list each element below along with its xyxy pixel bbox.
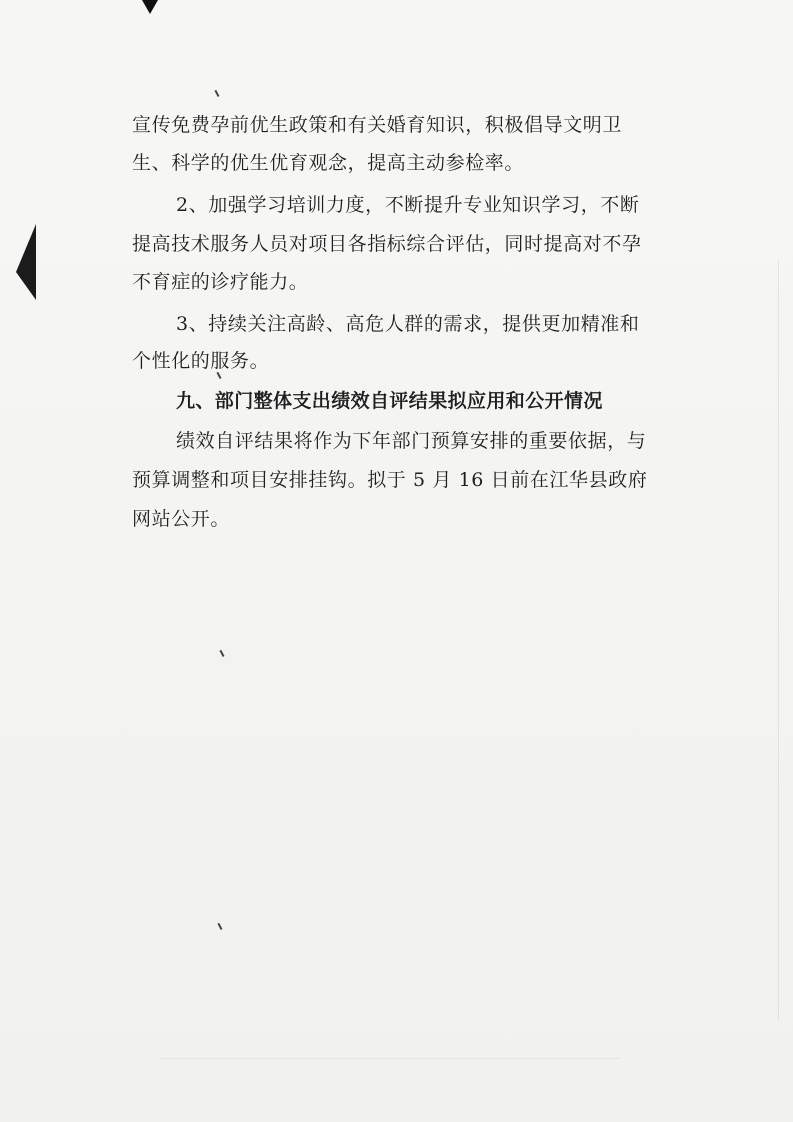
paragraph-line: 2、加强学习培训力度，不断提升专业知识学习，不断	[176, 194, 640, 216]
stray-mark	[217, 923, 222, 930]
paragraph-line: 个性化的服务。	[132, 350, 270, 372]
paragraph-line: 网站公开。	[132, 508, 231, 530]
stray-mark	[219, 650, 224, 657]
scan-artifact-top	[142, 0, 158, 14]
paragraph-line: 提高技术服务人员对项目各指标综合评估，同时提高对不孕	[132, 233, 642, 255]
paragraph-line: 生、科学的优生优育观念，提高主动参检率。	[132, 152, 525, 174]
paragraph-line: 预算调整和项目安排挂钩。拟于 5 月 16 日前在江华县政府	[132, 469, 648, 491]
paragraph-line: 宣传免费孕前优生政策和有关婚育知识，积极倡导文明卫	[132, 114, 623, 136]
paragraph-line: 3、持续关注高龄、高危人群的需求，提供更加精准和	[176, 313, 640, 335]
section-heading: 九、部门整体支出绩效自评结果拟应用和公开情况	[176, 390, 603, 412]
scan-artifact-bottom-line	[160, 1058, 620, 1059]
scan-artifact-left-edge	[16, 224, 36, 308]
scan-artifact-right-line	[778, 260, 779, 1020]
stray-mark	[214, 90, 219, 97]
paragraph-line: 不育症的诊疗能力。	[132, 271, 309, 293]
paragraph-line: 绩效自评结果将作为下年部门预算安排的重要依据，与	[176, 430, 647, 452]
